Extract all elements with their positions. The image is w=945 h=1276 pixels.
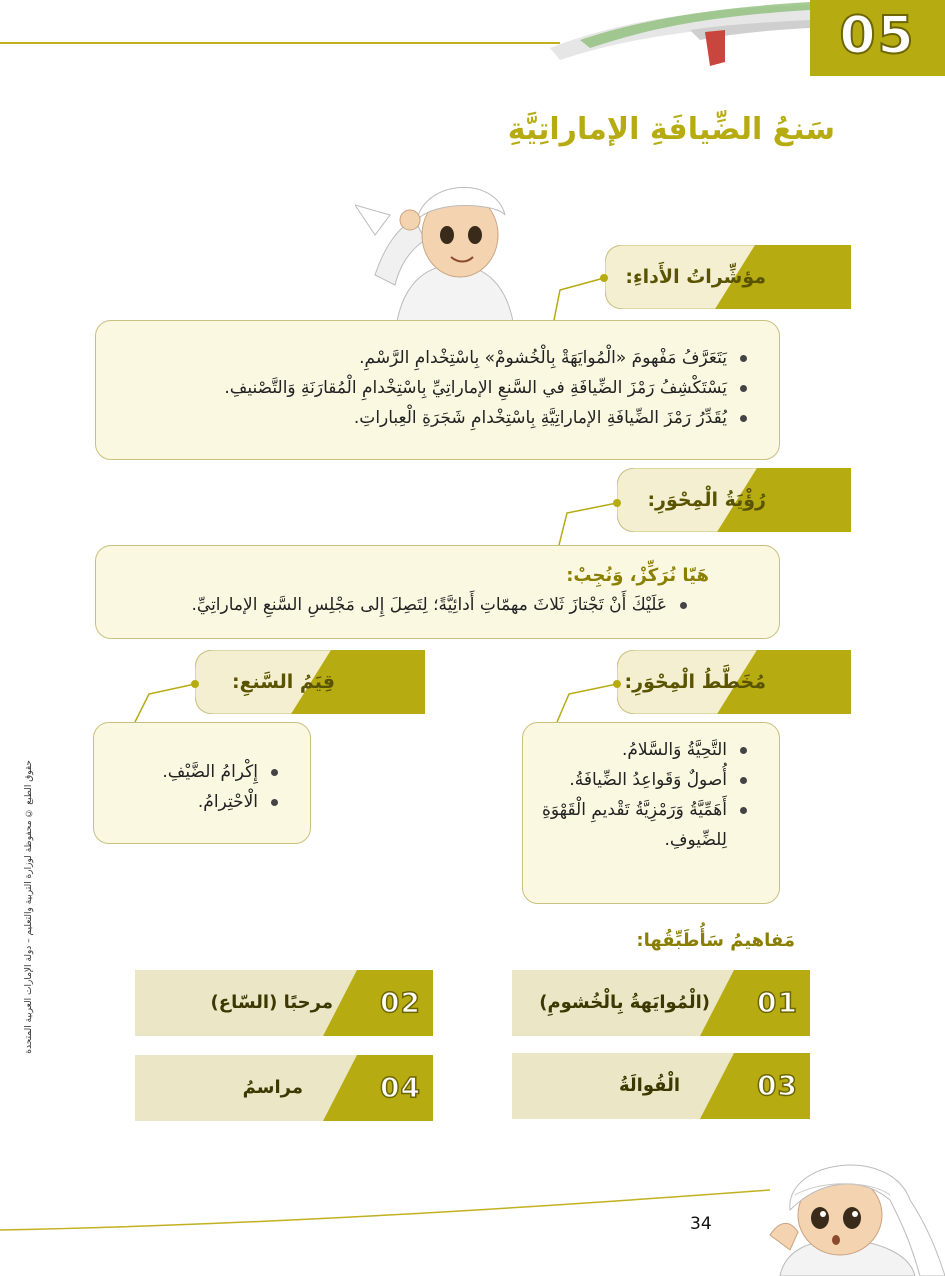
concept-card-02 <box>135 970 433 1036</box>
vision-box <box>95 545 780 639</box>
list-item: أَهَمِّيَّةُ وَرَمْزِيَّةُ تَقْديمِ الْقَهْوَةِ لِلضِّيوفِ. <box>533 795 749 855</box>
uae-flag-decoration <box>540 0 820 70</box>
concept-card-04 <box>135 1055 433 1121</box>
page-title: سَنعُ الضِّيافَةِ الإماراتِيَّةِ <box>507 112 835 147</box>
list-item: يُقَدِّرُ رَمْزَ الضِّيافَةِ الإماراتِيَّةِ بِاسْتِخْدامِ شَجَرَةِ الْعِباراتِ. <box>116 403 749 433</box>
concept-number: 01 <box>757 986 798 1019</box>
plan-label: مُخَطَّطُ الْمِحْوَرِ: <box>624 671 766 693</box>
values-connector <box>125 676 205 724</box>
performance-box <box>95 320 780 460</box>
concepts-heading: مَفاهيمُ سَأُطَبِّقُها: <box>636 930 795 951</box>
concept-label: (الْمُوايَهةُ بِالْخُشومِ) <box>539 992 710 1013</box>
concept-label: الْفُوالَةُ <box>618 1075 680 1096</box>
boy-illustration <box>355 165 555 335</box>
unit-number: 05 <box>839 6 916 66</box>
list-item: عَلَيْكَ أَنْ تَجْتازَ ثَلاثَ مهمّاتِ أَدائِيَّةً؛ لِتَصِلَ إِلى مَجْلِسِ السَّنعِ الإماراتِيِّ. <box>116 590 689 620</box>
concept-label: مرحبًا (السّاع) <box>210 992 333 1013</box>
list-item: أُصولٌ وَقَواعِدُ الضِّيافَةُ. <box>533 765 749 795</box>
concept-number: 02 <box>380 986 421 1019</box>
values-box <box>93 722 311 844</box>
footer-rule <box>0 1180 770 1240</box>
vision-label: رُؤْيَةُ الْمِحْوَرِ: <box>647 489 766 511</box>
concept-number: 03 <box>757 1069 798 1102</box>
vision-connector <box>545 495 625 547</box>
performance-list <box>116 343 749 433</box>
copyright-note: حقوق الطبع © محفوظة لوزارة التربية والتعليم – دولة الإمارات العربية المتحدة <box>24 760 34 1054</box>
plan-tab <box>617 650 851 714</box>
concept-label: مراسمُ <box>242 1077 303 1098</box>
plan-connector <box>545 676 625 724</box>
plan-box <box>522 722 780 904</box>
values-label: قِيَمُ السَّنعِ: <box>231 671 335 693</box>
concept-number: 04 <box>380 1071 421 1104</box>
performance-tab <box>605 245 851 309</box>
list-item: إِكْرامُ الضَّيْفِ. <box>104 757 280 787</box>
performance-connector <box>540 270 610 322</box>
plan-list <box>533 735 749 855</box>
vision-heading: هَيّا نُرَكِّزْ، وَنُجِبْ: <box>566 565 709 586</box>
list-item: يَتَعَرَّفُ مَفْهومَ «الْمُوايَهَةْ بِالْخُشومْ» بِاسْتِخْدامِ الرَّسْمِ. <box>116 343 749 373</box>
list-item: يَسْتَكْشِفُ رَمْزَ الضِّيافَةِ في السَّنعِ الإماراتِيِّ بِاسْتِخْدامِ الْمُقارَنَةِ وَالتَّصْنيفِ. <box>116 373 749 403</box>
list-item: الْاحْتِرامُ. <box>104 787 280 817</box>
vision-list <box>116 590 749 620</box>
concept-card-01 <box>512 970 810 1036</box>
values-list <box>104 757 280 817</box>
values-tab <box>195 650 425 714</box>
vision-tab <box>617 468 851 532</box>
page-number: 34 <box>690 1214 712 1234</box>
performance-label: مؤشِّراتُ الأَداءِ: <box>625 266 766 288</box>
boy-illustration-bottom <box>740 1140 945 1276</box>
list-item: التَّحِيَّةُ وَالسَّلامُ. <box>533 735 749 765</box>
concept-card-03 <box>512 1053 810 1119</box>
header-rule <box>0 42 560 44</box>
